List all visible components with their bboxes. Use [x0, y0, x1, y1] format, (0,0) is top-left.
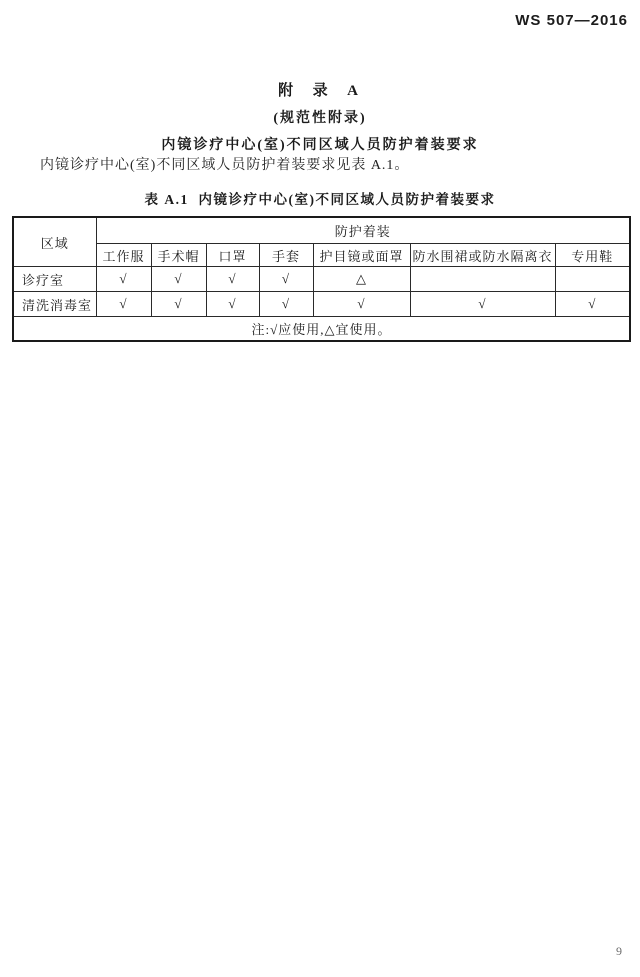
cell-mark: √ — [555, 292, 630, 317]
row-label: 清洗消毒室 — [13, 292, 96, 317]
column-header-mask: 口罩 — [206, 244, 259, 267]
cell-mark: √ — [206, 267, 259, 292]
table-row-treatment-room — [13, 267, 630, 292]
cell-mark: √ — [151, 267, 206, 292]
table-header-row-group — [13, 217, 630, 244]
column-header-surgical-cap: 手术帽 — [151, 244, 206, 267]
cell-mark: √ — [259, 292, 313, 317]
appendix-heading — [0, 79, 640, 154]
column-header-goggles-or-face-shield: 护目镜或面罩 — [313, 244, 410, 267]
table-header-row-items — [13, 244, 630, 267]
column-header-waterproof-apron-or-gown: 防水围裙或防水隔离衣 — [410, 244, 555, 267]
cell-mark: √ — [206, 292, 259, 317]
cell-mark: √ — [96, 267, 151, 292]
page-number: 9 — [616, 944, 622, 958]
row-label: 诊疗室 — [13, 267, 96, 292]
column-header-gloves: 手套 — [259, 244, 313, 267]
table-caption: 表 A.1 内镜诊疗中心(室)不同区域人员防护着装要求 — [144, 192, 496, 207]
table-row-cleaning-disinfection-room — [13, 292, 630, 317]
table-note-row — [13, 317, 630, 342]
appendix-section-title: 内镜诊疗中心(室)不同区域人员防护着装要求 — [161, 138, 479, 153]
cell-mark: √ — [313, 292, 410, 317]
cell-mark: △ — [313, 267, 410, 292]
cell-mark: √ — [259, 267, 313, 292]
column-group-header-protective-clothing: 防护着装 — [96, 217, 630, 244]
column-header-work-clothes: 工作服 — [96, 244, 151, 267]
cell-mark: √ — [151, 292, 206, 317]
cell-mark: √ — [96, 292, 151, 317]
intro-paragraph: 内镜诊疗中心(室)不同区域人员防护着装要求见表 A.1。 — [40, 158, 410, 173]
cell-mark: √ — [410, 292, 555, 317]
cell-mark-empty — [410, 267, 555, 292]
cell-mark-empty — [555, 267, 630, 292]
standard-number: WS 507—2016 — [515, 12, 628, 29]
protective-clothing-table — [12, 216, 631, 342]
table-note: 注:√应使用,△宜使用。 — [13, 317, 630, 342]
column-header-area: 区域 — [13, 217, 96, 267]
appendix-subtitle: (规范性附录) — [273, 111, 367, 126]
appendix-title: 附 录 A — [278, 83, 362, 99]
column-header-dedicated-shoes: 专用鞋 — [555, 244, 630, 267]
